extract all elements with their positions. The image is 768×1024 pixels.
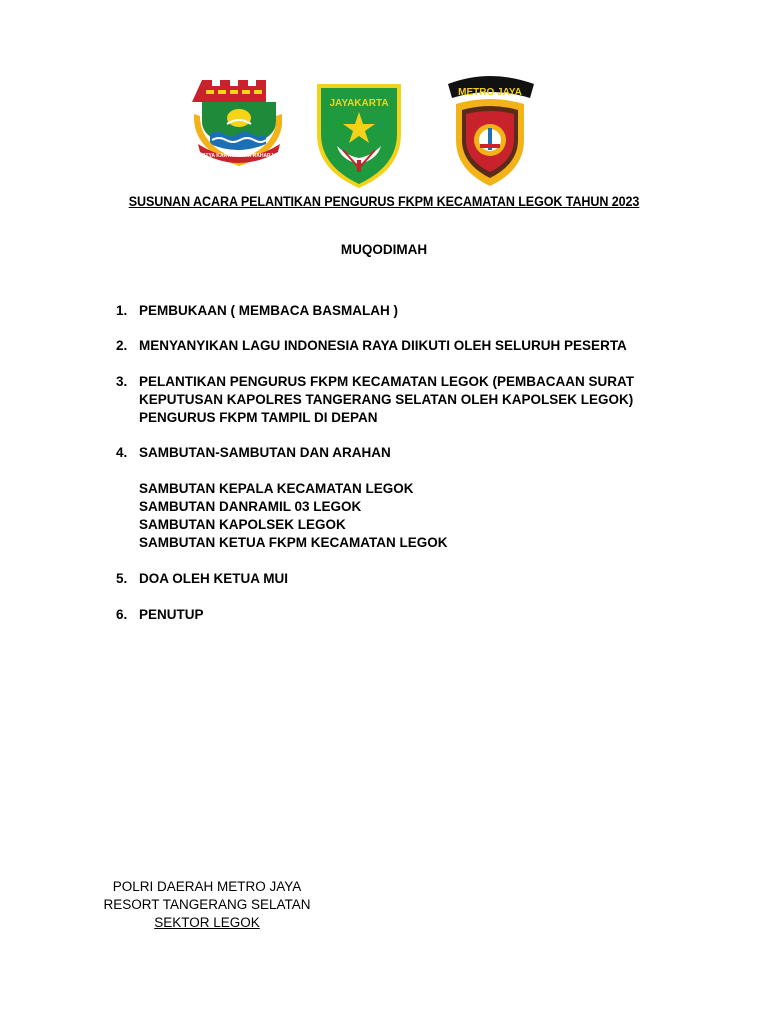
footer-line-polda: POLRI DAERAH METRO JAYA (112, 879, 302, 894)
item-number: 6. (116, 607, 128, 622)
sub-item: SAMBUTAN DANRAMIL 03 LEGOK (139, 499, 362, 514)
item-number: 3. (116, 374, 128, 389)
polda-metro-jaya-emblem-icon (444, 76, 536, 190)
jayakarta-kodim-emblem-icon (313, 80, 405, 190)
agenda-item (116, 373, 676, 427)
sub-item: SAMBUTAN KAPOLSEK LEGOK (139, 517, 346, 532)
item-text: PEMBUKAAN ( MEMBACA BASMALAH ) (139, 303, 398, 318)
agenda-subitems (116, 480, 676, 552)
item-text: DOA OLEH KETUA MUI (139, 571, 288, 586)
svg-text:JAYAKARTA: JAYAKARTA (329, 98, 389, 109)
item-text: PENUTUP (139, 607, 204, 622)
svg-text:METRO JAYA: METRO JAYA (458, 87, 522, 98)
agenda-item (116, 606, 676, 624)
signature-block (96, 878, 318, 932)
tangerang-selatan-emblem-icon (192, 78, 282, 170)
footer-line-sektor: SEKTOR LEGOK (154, 915, 260, 930)
agenda-list (116, 302, 676, 624)
footer-line-resort: RESORT TANGERANG SELATAN (103, 897, 311, 912)
item-number: 4. (116, 445, 128, 460)
agenda-item (116, 337, 676, 355)
item-text: KEPUTUSAN KAPOLRES TANGERANG SELATAN OLEH KAPOLSEK LEGOK) (139, 392, 634, 407)
item-text: SAMBUTAN-SAMBUTAN DAN ARAHAN (139, 445, 391, 460)
item-number: 1. (116, 303, 128, 318)
item-number: 5. (116, 571, 128, 586)
agenda-item (116, 444, 676, 462)
document-title: SUSUNAN ACARA PELANTIKAN PENGURUS FKPM KECAMATAN LEGOK TAHUN 2023 (128, 194, 640, 209)
svg-text:SATYA KARYA KERTA RAHARJA: SATYA KARYA KERTA RAHARJA (198, 153, 278, 159)
item-text: PELANTIKAN PENGURUS FKPM KECAMATAN LEGOK (PEMBACAAN SURAT (139, 374, 634, 389)
sub-item: SAMBUTAN KETUA FKPM KECAMATAN LEGOK (139, 535, 448, 550)
logo-row (0, 76, 768, 194)
agenda-item (116, 570, 676, 588)
item-text: MENYANYIKAN LAGU INDONESIA RAYA DIIKUTI OLEH SELURUH PESERTA (139, 338, 627, 353)
item-text: PENGURUS FKPM TAMPIL DI DEPAN (139, 410, 378, 425)
agenda-item (116, 302, 676, 320)
document-subtitle: MUQODIMAH (340, 242, 428, 257)
item-number: 2. (116, 338, 128, 353)
sub-item: SAMBUTAN KEPALA KECAMATAN LEGOK (139, 481, 414, 496)
